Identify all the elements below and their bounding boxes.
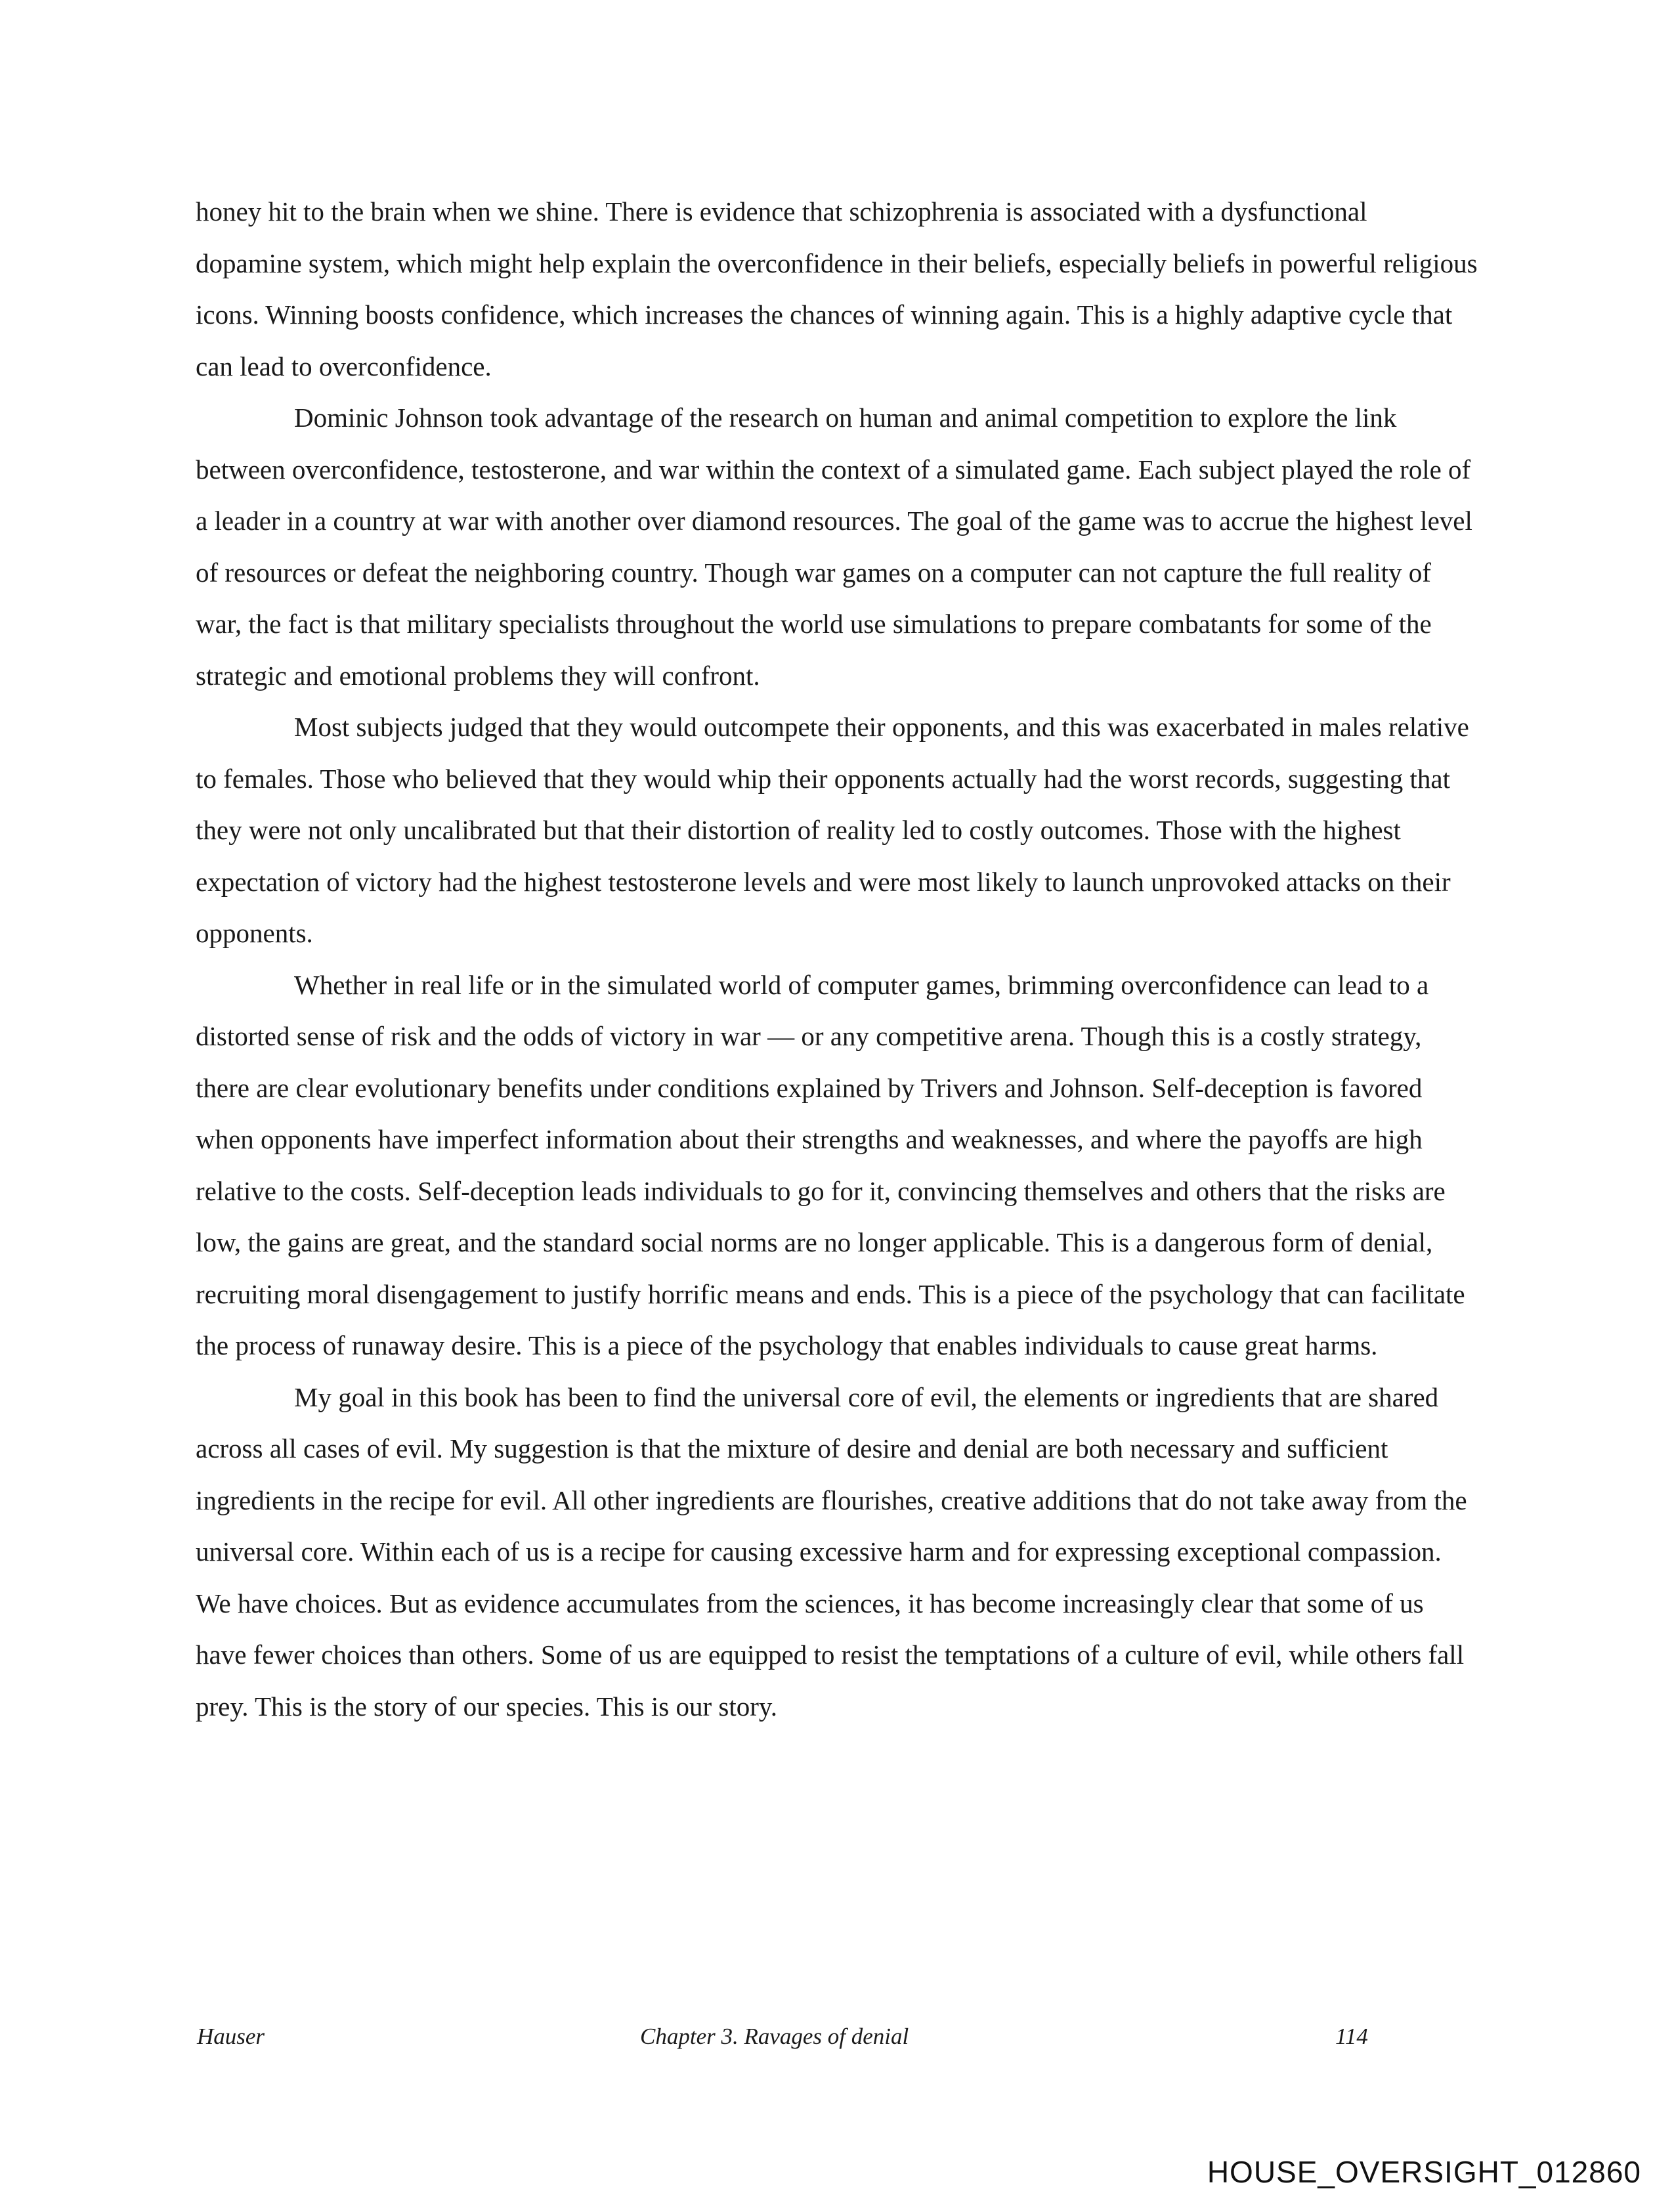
footer-chapter-title: Chapter 3. Ravages of denial <box>640 2024 909 2049</box>
paragraph-4: Whether in real life or in the simulated world of computer games, brimming overconfidence can lead to a distorted sense of risk and the odds of victory in war — or any competitive arena. Though this is a costly strategy, there are clear evolutionary benefits under conditions explained by Trivers and Johnson. Self-deception is favored when opponents have imperfect information about their strengths and weaknesses, and where the payoffs are high relative to the costs. Self-deception leads individuals to go for it, convincing themselves and others that the risks are low, the gains are great, and the standard social norms are no longer applicable. This is a dangerous form of denial, recruiting moral disengagement to justify horrific means and ends. This is a piece of the psychology that can facilitate the process of runaway desire. This is a piece of the psychology that enables individuals to cause great harms. <box>196 969 1465 1360</box>
paragraph-1: honey hit to the brain when we shine. There is evidence that schizophrenia is associated with a dysfunctional dopamine system, which might help explain the overconfidence in their beliefs, especially beliefs in powerful religious icons. Winning boosts confidence, which increases the chances of winning again. This is a highly adaptive cycle that can lead to overconfidence. <box>196 196 1478 381</box>
paragraph-3: Most subjects judged that they would outcompete their opponents, and this was exacerbated in males relative to females. Those who believed that they would whip their opponents actually had the worst records, suggesting that they were not only uncalibrated but that their distortion of reality led to costly outcomes. Those with the highest expectation of victory had the highest testosterone levels and were most likely to launch unprovoked attacks on their opponents. <box>196 712 1469 948</box>
page-body <box>196 186 1479 1732</box>
bates-stamp: HOUSE_OVERSIGHT_012860 <box>1207 2155 1641 2189</box>
footer-author: Hauser <box>197 2024 265 2049</box>
footer-page-number: 114 <box>1335 2024 1368 2049</box>
paragraph-5: My goal in this book has been to find the universal core of evil, the elements or ingredients that are shared across all cases of evil. My suggestion is that the mixture of desire and denial are both necessary and sufficient ingredients in the recipe for evil. All other ingredients are flourishes, creative additions that do not take away from the universal core. Within each of us is a recipe for causing excessive harm and for expressing exceptional compassion. We have choices. But as evidence accumulates from the sciences, it has become increasingly clear that some of us have fewer choices than others. Some of us are equipped to resist the temptations of a culture of evil, while others fall prey. This is the story of our species. This is our story. <box>196 1381 1467 1722</box>
paragraph-2: Dominic Johnson took advantage of the research on human and animal competition to explore the link between overconfidence, testosterone, and war within the context of a simulated game. Each subject played the role of a leader in a country at war with another over diamond resources. The goal of the game was to accrue the highest level of resources or defeat the neighboring country. Though war games on a computer can not capture the full reality of war, the fact is that military specialists throughout the world use simulations to prepare combatants for some of the strategic and emotional problems they will confront. <box>196 402 1472 691</box>
